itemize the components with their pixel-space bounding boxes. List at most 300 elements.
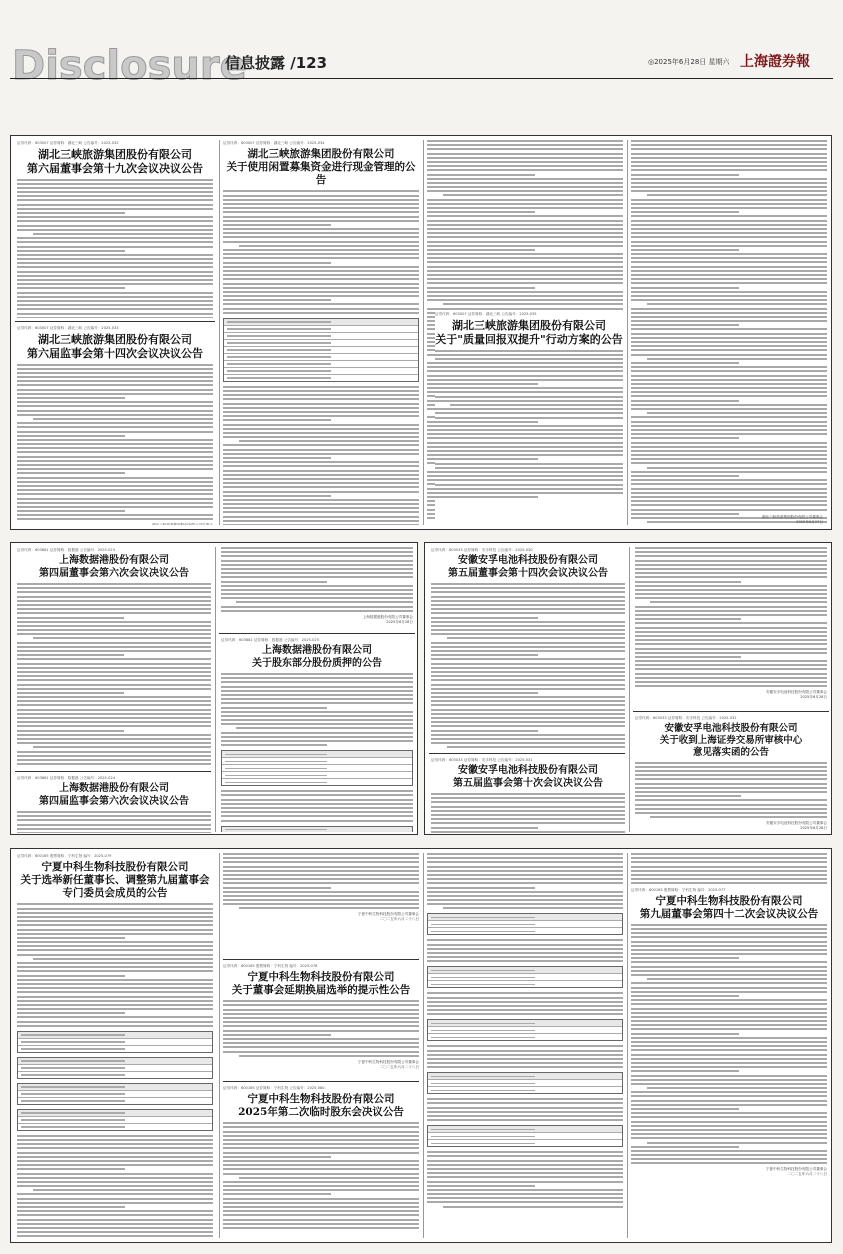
notice-signature: 上海数据港股份有限公司董事会 2025年6月28日 <box>362 614 413 624</box>
text-line <box>223 870 419 872</box>
text-line <box>635 660 827 662</box>
text-line <box>223 257 419 259</box>
text-line <box>435 496 538 498</box>
text-line <box>647 303 827 305</box>
text-line <box>17 410 213 412</box>
text-line <box>223 1147 419 1149</box>
text-line <box>647 194 827 196</box>
text-line <box>431 617 538 619</box>
text-line <box>427 253 623 255</box>
notice-divider <box>223 1081 419 1082</box>
text-line <box>17 916 213 918</box>
text-line <box>33 418 213 420</box>
text-line <box>431 793 625 795</box>
notice-body <box>17 364 213 521</box>
text-line <box>435 408 623 410</box>
text-line <box>631 475 739 477</box>
vote-table <box>427 966 623 988</box>
text-line <box>431 667 625 669</box>
text-line <box>17 506 213 508</box>
text-line <box>427 182 623 184</box>
vote-table <box>427 1019 623 1041</box>
text-line <box>17 368 213 370</box>
text-line <box>17 426 213 428</box>
text-line <box>17 1177 213 1179</box>
text-line <box>17 600 211 602</box>
text-line <box>223 253 419 255</box>
notice-d5 <box>631 853 827 1238</box>
text-line <box>223 236 419 238</box>
text-line <box>631 483 827 485</box>
vote-table <box>427 913 623 935</box>
text-line <box>17 625 211 627</box>
text-line <box>17 384 213 386</box>
text-line <box>443 303 623 305</box>
notice-body <box>221 790 413 821</box>
text-line <box>631 970 827 972</box>
notice-b3 <box>17 775 211 833</box>
text-line <box>635 593 827 595</box>
text-line <box>17 498 213 500</box>
text-line <box>17 819 211 821</box>
frame-ningxia-zhongke <box>10 848 832 1243</box>
text-line <box>17 966 213 968</box>
text-line <box>435 471 623 473</box>
text-line <box>631 404 827 406</box>
text-line <box>17 832 211 833</box>
text-line <box>631 282 827 284</box>
text-line <box>631 174 739 176</box>
table-row <box>428 1080 622 1087</box>
text-line <box>631 1008 827 1010</box>
text-line <box>631 375 827 377</box>
text-line <box>17 489 213 491</box>
text-line <box>631 488 827 490</box>
text-line <box>17 376 213 378</box>
text-line <box>221 581 327 583</box>
text-line <box>635 808 827 810</box>
text-line <box>17 721 211 723</box>
text-line <box>631 1037 827 1039</box>
text-line <box>221 698 413 700</box>
text-line <box>447 637 625 639</box>
text-line <box>221 811 413 813</box>
notice-b1 <box>17 547 211 767</box>
text-line <box>431 801 625 803</box>
text-line <box>223 1046 419 1048</box>
table-row <box>224 354 418 361</box>
committee-table <box>17 1083 213 1105</box>
text-line <box>631 328 827 330</box>
table-row <box>428 1133 622 1140</box>
text-line <box>427 878 623 880</box>
text-line <box>635 668 827 670</box>
text-line <box>427 866 623 868</box>
text-line <box>223 436 419 438</box>
text-line <box>631 429 827 431</box>
text-line <box>431 663 625 665</box>
text-line <box>17 912 213 914</box>
table-row <box>224 368 418 375</box>
text-line <box>223 1004 419 1006</box>
text-line <box>631 878 827 880</box>
text-line <box>427 1197 623 1199</box>
text-line <box>431 738 625 740</box>
text-line <box>427 308 623 310</box>
text-line <box>17 1198 213 1200</box>
text-line <box>427 203 623 205</box>
text-line <box>635 564 827 566</box>
text-line <box>223 1156 331 1158</box>
text-line <box>631 509 827 511</box>
text-line <box>431 587 625 589</box>
notice-code: 证券代码：600165 证券简称：宁科生物 公告编号：2025-080 <box>223 1086 325 1090</box>
text-line <box>427 870 623 872</box>
text-line <box>631 316 827 318</box>
text-line <box>631 513 739 515</box>
column-rule <box>215 547 216 832</box>
text-line <box>17 296 213 298</box>
notice-divider <box>633 711 829 712</box>
text-line <box>17 1223 213 1225</box>
text-line <box>631 1083 827 1085</box>
text-line <box>223 1193 331 1195</box>
text-line <box>221 576 413 578</box>
publication-date: ◎2025年6月28日 星期六 <box>648 58 730 66</box>
text-line <box>17 1214 213 1216</box>
text-line <box>427 1066 623 1068</box>
table-row <box>428 1140 622 1146</box>
text-line <box>427 178 623 180</box>
text-line <box>631 362 739 364</box>
text-line <box>223 190 419 192</box>
text-line <box>17 1152 213 1154</box>
text-line <box>631 936 827 938</box>
text-line <box>427 1115 623 1117</box>
text-line <box>635 643 827 645</box>
notice-c3 <box>635 715 827 833</box>
text-line <box>223 1017 419 1019</box>
text-line <box>635 656 741 658</box>
text-line <box>635 783 827 785</box>
text-line <box>17 667 211 669</box>
text-line <box>647 978 827 980</box>
table-row <box>18 1091 212 1098</box>
text-line <box>635 606 827 608</box>
text-line <box>17 208 213 210</box>
text-line <box>431 704 625 706</box>
text-line <box>17 1143 213 1145</box>
text-line <box>427 190 623 192</box>
notice-c2 <box>431 757 625 833</box>
text-line <box>631 370 827 372</box>
text-line <box>435 454 623 456</box>
text-line <box>17 308 213 310</box>
text-line <box>427 1176 623 1178</box>
text-line <box>17 738 211 740</box>
text-line <box>17 642 211 644</box>
notice-a5 <box>435 311 623 525</box>
notice-signature: 宁夏中科生物科技股份有限公司董事会 二〇二五年六月二十八日 <box>765 1167 827 1177</box>
text-line <box>631 1033 739 1035</box>
text-line <box>635 652 827 654</box>
notice-body <box>431 793 625 833</box>
text-line <box>427 299 623 301</box>
text-line <box>635 812 827 814</box>
text-line <box>223 274 419 276</box>
text-line <box>635 664 827 666</box>
section-page-label: 信息披露 /123 <box>225 54 328 72</box>
text-line <box>223 249 419 251</box>
table-row <box>18 1039 212 1046</box>
text-line <box>221 564 413 566</box>
text-line <box>631 1100 827 1102</box>
frame-anhui-anfu <box>424 542 832 835</box>
text-line <box>631 479 827 481</box>
text-line <box>631 1020 827 1022</box>
notice-d1-cont <box>223 853 419 955</box>
text-line <box>431 688 625 690</box>
text-line <box>631 253 827 255</box>
text-line <box>427 882 623 884</box>
text-line <box>631 957 739 959</box>
text-line <box>17 742 211 744</box>
text-line <box>443 194 623 196</box>
notice-a2 <box>17 325 213 525</box>
text-line <box>17 587 211 589</box>
text-line <box>17 287 125 289</box>
text-line <box>631 203 827 205</box>
text-line <box>631 1054 827 1056</box>
text-line <box>223 228 419 230</box>
text-line <box>17 187 213 189</box>
text-line <box>427 228 623 230</box>
text-line <box>221 702 413 704</box>
text-line <box>17 456 213 458</box>
table-row <box>428 1027 622 1034</box>
text-line <box>17 1135 213 1137</box>
text-line <box>450 404 623 406</box>
text-line <box>631 928 827 930</box>
text-line <box>431 596 625 598</box>
text-line <box>631 974 827 976</box>
text-line <box>427 236 623 238</box>
text-line <box>631 953 827 955</box>
text-line <box>435 433 623 435</box>
text-line <box>17 1173 213 1175</box>
text-line <box>223 874 419 876</box>
text-line <box>635 648 827 650</box>
text-line <box>631 454 827 456</box>
text-line <box>17 713 211 715</box>
text-line <box>631 966 827 968</box>
text-line <box>435 484 623 486</box>
text-line <box>431 654 538 656</box>
text-line <box>223 507 419 509</box>
text-line <box>635 791 827 793</box>
text-line <box>427 1185 535 1187</box>
text-line <box>631 1012 827 1014</box>
text-line <box>17 929 213 931</box>
masthead-rule <box>10 78 833 79</box>
notice-c1 <box>431 547 625 749</box>
table-row <box>222 779 412 785</box>
text-line <box>17 283 213 285</box>
text-line <box>17 397 125 399</box>
text-line <box>431 806 625 808</box>
text-line <box>631 391 827 393</box>
text-line <box>631 341 827 343</box>
text-line <box>223 1135 419 1137</box>
text-line <box>631 148 827 150</box>
text-line <box>631 1003 827 1005</box>
text-line <box>631 1024 827 1026</box>
text-line <box>631 500 827 502</box>
text-line <box>427 1168 623 1170</box>
text-line <box>431 717 625 719</box>
text-line <box>17 583 211 585</box>
text-line <box>223 878 419 880</box>
text-line <box>221 807 413 809</box>
text-line <box>223 1189 419 1191</box>
text-line <box>239 1177 419 1179</box>
text-line <box>223 444 419 446</box>
text-line <box>223 224 331 226</box>
text-line <box>223 457 331 459</box>
text-line <box>223 1042 419 1044</box>
pledge-summary-table <box>221 826 413 833</box>
text-line <box>17 216 213 218</box>
notice-title: 宁夏中科生物科技股份有限公司 第九届董事会第四十二次会议决议公告 <box>639 894 819 920</box>
text-line <box>427 1045 623 1047</box>
text-line <box>223 1181 419 1183</box>
text-line <box>223 1030 419 1032</box>
text-line <box>631 366 827 368</box>
text-line <box>431 608 625 610</box>
notice-body <box>17 583 211 767</box>
text-line <box>17 271 213 273</box>
notice-b2 <box>221 637 413 832</box>
text-line <box>635 614 827 616</box>
text-line <box>17 1219 213 1221</box>
text-line <box>17 937 125 939</box>
text-line <box>631 1016 827 1018</box>
text-line <box>427 992 623 994</box>
text-line <box>427 241 623 243</box>
text-line <box>631 236 827 238</box>
text-line <box>223 432 419 434</box>
table-row <box>428 981 622 987</box>
notice-body <box>631 924 827 1165</box>
text-line <box>223 287 419 289</box>
column-rule <box>219 853 220 1238</box>
text-line <box>223 390 419 392</box>
notice-a4b <box>631 140 827 525</box>
text-line <box>631 1108 739 1110</box>
text-line <box>631 266 827 268</box>
text-line <box>631 982 827 984</box>
text-line <box>223 482 419 484</box>
text-line <box>17 1193 213 1195</box>
text-line <box>223 308 419 310</box>
text-line <box>17 1206 125 1208</box>
text-line <box>431 709 625 711</box>
text-line <box>435 391 623 393</box>
text-line <box>223 220 419 222</box>
text-line <box>17 709 211 711</box>
notice-title: 上海数据港股份有限公司 第四届董事会第六次会议决议公告 <box>39 555 189 579</box>
table-row <box>18 1098 212 1104</box>
text-line <box>427 232 623 234</box>
notice-code: 证券代码：600165 股票简称：宁科生物 编号：2025-078 <box>223 964 318 968</box>
text-line <box>236 727 413 729</box>
text-line <box>427 1005 623 1007</box>
text-line <box>17 675 211 677</box>
text-line <box>435 354 623 356</box>
text-line <box>223 478 419 480</box>
text-line <box>647 412 827 414</box>
text-line <box>17 962 213 964</box>
text-line <box>647 1142 827 1144</box>
text-line <box>631 1095 827 1097</box>
table-row <box>428 1073 622 1080</box>
text-line <box>221 815 413 817</box>
text-line <box>631 144 827 146</box>
notice-d3-cont <box>427 853 623 1238</box>
text-line <box>431 612 625 614</box>
text-line <box>631 182 827 184</box>
text-line <box>631 471 827 473</box>
text-line <box>631 1146 739 1148</box>
text-line <box>17 617 124 619</box>
text-line <box>17 650 211 652</box>
notice-divider <box>429 753 625 754</box>
notice-title: 宁夏中科生物科技股份有限公司 2025年第二次临时股东会决议公告 <box>238 1093 404 1119</box>
text-line <box>435 383 538 385</box>
text-line <box>431 642 625 644</box>
text-line <box>431 810 625 812</box>
text-line <box>221 589 413 591</box>
text-line <box>17 1000 213 1002</box>
table-row <box>428 921 622 928</box>
notice-d1 <box>17 853 213 1238</box>
table-row <box>18 1072 212 1078</box>
text-line <box>223 419 331 421</box>
text-line <box>33 233 213 235</box>
text-line <box>221 568 413 570</box>
notice-code: 证券代码：603007 证券简称：湖北三峡 公告编号：2025-035 <box>435 312 537 316</box>
text-line <box>17 1235 213 1237</box>
text-line <box>631 215 827 217</box>
notice-title: 湖北三峡旅游集团股份有限公司 第六届监事会第十四次会议决议公告 <box>27 333 203 360</box>
notice-title: 安徽安孚电池科技股份有限公司 关于收到上海证券交易所审核中心 意见落实函的公告 <box>659 723 803 758</box>
text-line <box>223 1034 331 1036</box>
text-line <box>443 1206 623 1208</box>
text-line <box>431 600 625 602</box>
table-row <box>18 1084 212 1091</box>
notice-code: 证券代码：603033 证券简称：安孚科技 公告编号：2025-030 <box>431 548 533 552</box>
text-line <box>635 787 827 789</box>
notice-title: 湖北三峡旅游集团股份有限公司 第六届董事会第十九次会议决议公告 <box>27 148 203 175</box>
text-line <box>223 853 419 855</box>
text-line <box>635 627 827 629</box>
notice-code: 证券代码：603033 证券简称：安孚科技 公告编号：2025-032 <box>635 716 737 720</box>
notice-body <box>427 1151 623 1207</box>
table-row <box>224 326 418 333</box>
text-line <box>17 435 125 437</box>
column-rule <box>423 140 424 525</box>
table-row <box>428 1126 622 1133</box>
